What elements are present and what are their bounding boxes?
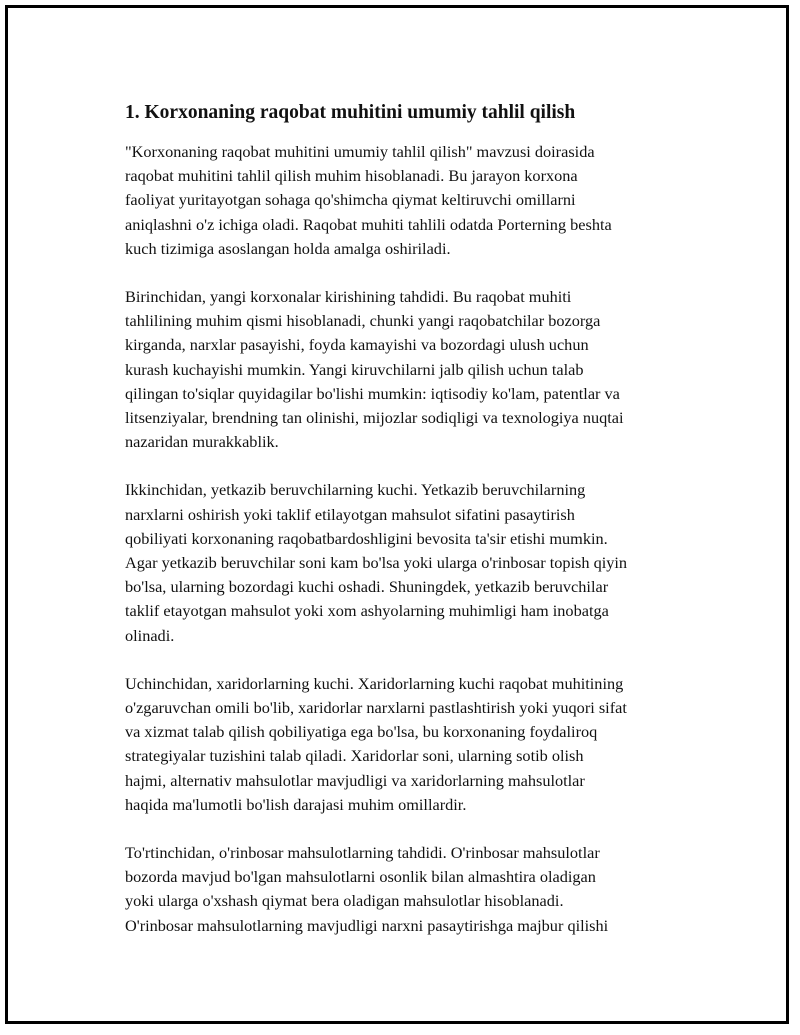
text-line: aniqlashni o'z ichiga oladi. Raqobat muhiti tahlili odatda Porterning beshta — [125, 214, 612, 234]
text-line: va xizmat talab qilish qobiliyatiga ega bo'lsa, bu korxonaning foydaliroq — [125, 722, 598, 742]
text-line: Ikkinchidan, yetkazib beruvchilarning kuchi. Yetkazib beruvchilarning — [125, 480, 586, 500]
text-line: O'rinbosar mahsulotlarning mavjudligi narxni pasaytirishga majbur qilishi — [125, 915, 609, 935]
text-line: bozorda mavjud bo'lgan mahsulotlarni osonlik bilan almashtira oladigan — [125, 867, 596, 887]
text-line: kuch tizimiga asoslangan holda amalga oshiriladi. — [125, 238, 451, 258]
text-line: Uchinchidan, xaridorlarning kuchi. Xaridorlarning kuchi raqobat muhitining — [125, 673, 624, 693]
text-line: nazaridan murakkablik. — [125, 432, 279, 452]
text-line: yoki ularga o'xshash qiymat bera oladigan mahsulotlar hisoblanadi. — [125, 891, 564, 911]
paragraph-intro — [125, 140, 705, 261]
text-line: tahlilining muhim qismi hisoblanadi, chunki yangi raqobatchilar bozorga — [125, 311, 601, 331]
text-line: litsenziyalar, brendning tan olinishi, mijozlar sodiqligi va texnologiya nuqtai — [125, 408, 624, 428]
text-line: raqobat muhitini tahlil qilish muhim hisoblanadi. Bu jarayon korxona — [125, 166, 578, 186]
text-line: strategiyalar tuzishini talab qiladi. Xaridorlar soni, ularning sotib olish — [125, 746, 584, 766]
text-line: haqida ma'lumotli bo'lish darajasi muhim omillardir. — [125, 794, 467, 814]
text-line: kurash kuchayishi mumkin. Yangi kiruvchilarni jalb qilish uchun talab — [125, 359, 584, 379]
text-line: taklif etayotgan mahsulot yoki xom ashyolarning muhimligi ham inobatga — [125, 601, 609, 621]
document-body — [125, 100, 705, 962]
text-line: Agar yetkazib beruvchilar soni kam bo'lsa yoki ularga o'rinbosar topish qiyin — [125, 553, 628, 573]
text-line: Birinchidan, yangi korxonalar kirishining tahdidi. Bu raqobat muhiti — [125, 287, 572, 307]
text-line: olinadi. — [125, 625, 175, 645]
text-line: hajmi, alternativ mahsulotlar mavjudligi va xaridorlarning mahsulotlar — [125, 770, 585, 790]
page-frame — [5, 5, 789, 1024]
text-line: faoliyat yuritayotgan sohaga qo'shimcha qiymat keltiruvchi omillarni — [125, 190, 576, 210]
text-line: To'rtinchidan, o'rinbosar mahsulotlarning tahdidi. O'rinbosar mahsulotlar — [125, 843, 600, 863]
text-line: "Korxonaning raqobat muhitini umumiy tahlil qilish" mavzusi doirasida — [125, 142, 595, 161]
text-line: narxlarni oshirish yoki taklif etilayotgan mahsulot sifatini pasaytirish — [125, 504, 575, 524]
paragraph-substitutes — [125, 841, 705, 938]
document-title: 1. Korxonaning raqobat muhitini umumiy tahlil qilish — [125, 102, 576, 123]
text-line: qilingan to'siqlar quyidagilar bo'lishi mumkin: iqtisodiy ko'lam, patentlar va — [125, 383, 620, 403]
paragraph-new-entrants — [125, 285, 705, 454]
text-line: qobiliyati korxonaning raqobatbardoshligini bevosita ta'sir etishi mumkin. — [125, 528, 608, 548]
text-line: o'zgaruvchan omili bo'lib, xaridorlar narxlarni pastlashtirish yoki yuqori sifat — [125, 698, 627, 718]
paragraph-buyers — [125, 672, 705, 817]
text-line: bo'lsa, ularning bozordagi kuchi oshadi. Shuningdek, yetkazib beruvchilar — [125, 577, 609, 597]
text-line: kirganda, narxlar pasayishi, foyda kamayishi va bozordagi ulush uchun — [125, 335, 589, 355]
paragraph-suppliers — [125, 478, 705, 647]
